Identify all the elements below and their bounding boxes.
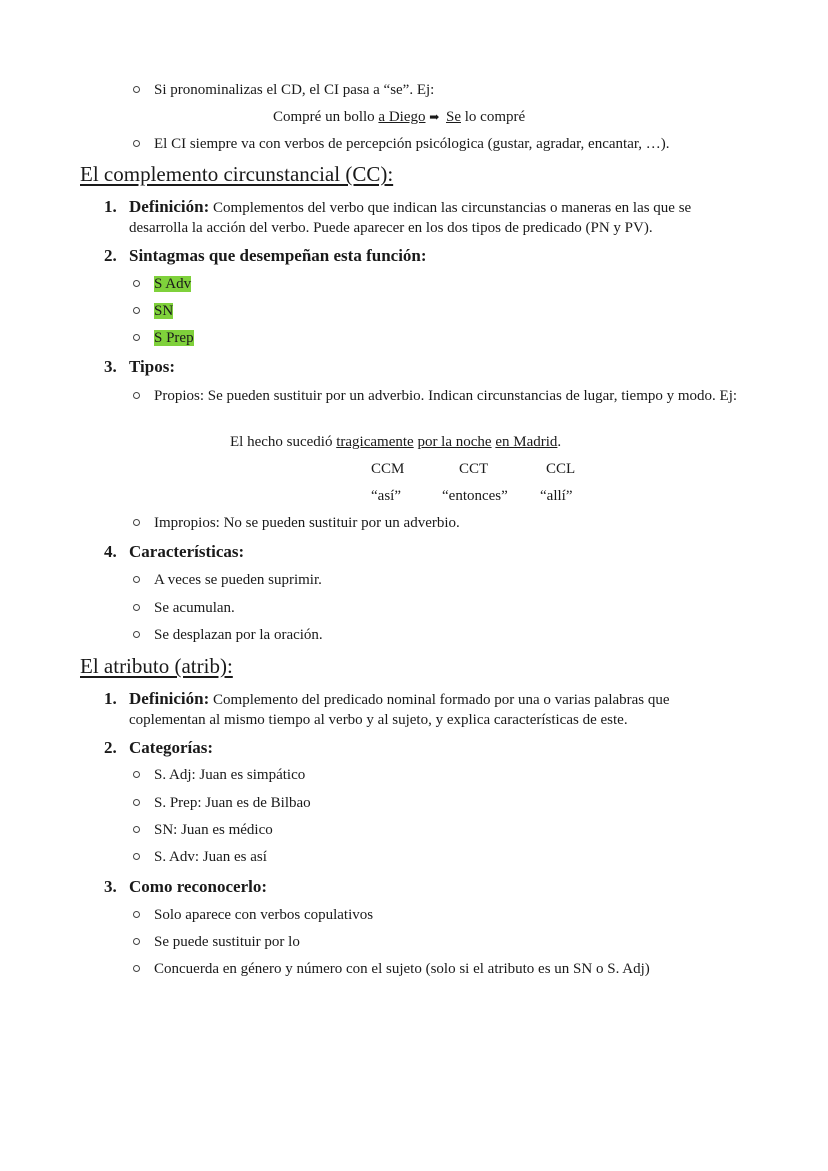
- example-underlined-ccm: tragicamente: [336, 434, 414, 450]
- word-alli: “allí”: [540, 488, 573, 504]
- label-ccl: CCL: [546, 461, 576, 477]
- bullet-ci-verbos: El CI siempre va con verbos de percepción psicólogica (gustar, agradar, encantar, …).: [154, 134, 754, 154]
- example-part: Compré un bollo: [273, 109, 379, 125]
- list-number: 3.: [104, 357, 117, 376]
- list-item: Se acumulan.: [154, 598, 754, 618]
- list-item: [154, 328, 194, 348]
- example-sentence-cc: [230, 432, 561, 452]
- highlighted-text: S Adv: [154, 276, 192, 292]
- example-part: El hecho sucedió: [230, 434, 337, 450]
- cc-caracteristicas-heading: Características:: [129, 542, 245, 561]
- item-text: Complemento del predicado nominal formado por una o varias palabras que coplementan al mismo tiempo al verbo y al sujeto, y explica características de este.: [129, 692, 670, 728]
- list-item: SN: Juan es médico: [154, 820, 754, 840]
- cc-definicion: [129, 197, 749, 238]
- item-heading: Definición:: [129, 689, 210, 708]
- list-item: Se puede sustituir por lo: [154, 932, 754, 952]
- right-arrow-icon: ➡: [429, 110, 440, 124]
- atrib-reconocer-heading: Como reconocerlo:: [129, 877, 267, 896]
- example-underlined-cct: por la noche: [417, 434, 492, 450]
- bullet-impropios: Impropios: No se pueden sustituir por un adverbio.: [154, 513, 754, 533]
- item-text: Complementos del verbo que indican las circunstancias o maneras en las que se desarrolla la acción del verbo. Puede aparecer en los dos tipos de predicado (PN y PV).: [129, 200, 692, 236]
- list-number: 2.: [104, 738, 117, 757]
- label-ccm: CCM: [371, 461, 405, 477]
- list-number: 2.: [104, 246, 117, 265]
- word-entonces: “entonces”: [442, 488, 508, 504]
- example-underlined-ccl: en Madrid: [495, 434, 558, 450]
- list-item: Solo aparece con verbos copulativos: [154, 905, 754, 925]
- list-number: 3.: [104, 877, 117, 896]
- word-asi: “así”: [371, 488, 401, 504]
- list-item: S. Adv: Juan es así: [154, 847, 754, 867]
- list-item: [154, 301, 173, 321]
- item-heading: Definición:: [129, 197, 210, 216]
- list-number: 1.: [104, 689, 117, 708]
- atrib-categorias-heading: Categorías:: [129, 738, 214, 757]
- example-underlined-se: Se: [446, 109, 461, 125]
- list-item: Se desplazan por la oración.: [154, 625, 754, 645]
- list-number: 1.: [104, 197, 117, 216]
- list-item: [154, 274, 191, 294]
- section-title-cc: El complemento circunstancial (CC):: [80, 162, 394, 186]
- example-sentence-ci: [273, 107, 525, 127]
- highlighted-text: SN: [154, 303, 174, 319]
- atrib-definicion: [129, 689, 749, 730]
- example-underlined-ci: a Diego: [378, 109, 426, 125]
- list-item: S. Adj: Juan es simpático: [154, 765, 754, 785]
- cc-tipos-heading: Tipos:: [129, 357, 175, 376]
- list-number: 4.: [104, 542, 117, 561]
- label-cct: CCT: [459, 461, 489, 477]
- bullet-pronominalizar: Si pronominalizas el CD, el CI pasa a “se”. Ej:: [154, 80, 754, 100]
- list-item: Concuerda en género y número con el sujeto (solo si el atributo es un SN o S. Adj): [154, 959, 794, 979]
- highlighted-text: S Prep: [154, 330, 194, 346]
- bullet-propios: Propios: Se pueden sustituir por un adverbio. Indican circunstancias de lugar, tiempo y modo. Ej:: [154, 386, 744, 406]
- example-part: lo compré: [461, 109, 526, 125]
- example-part: .: [557, 434, 562, 450]
- list-item: S. Prep: Juan es de Bilbao: [154, 793, 754, 813]
- section-title-atributo: El atributo (atrib):: [80, 654, 233, 678]
- list-item: A veces se pueden suprimir.: [154, 570, 754, 590]
- cc-sintagmas-heading: Sintagmas que desempeñan esta función:: [129, 246, 427, 265]
